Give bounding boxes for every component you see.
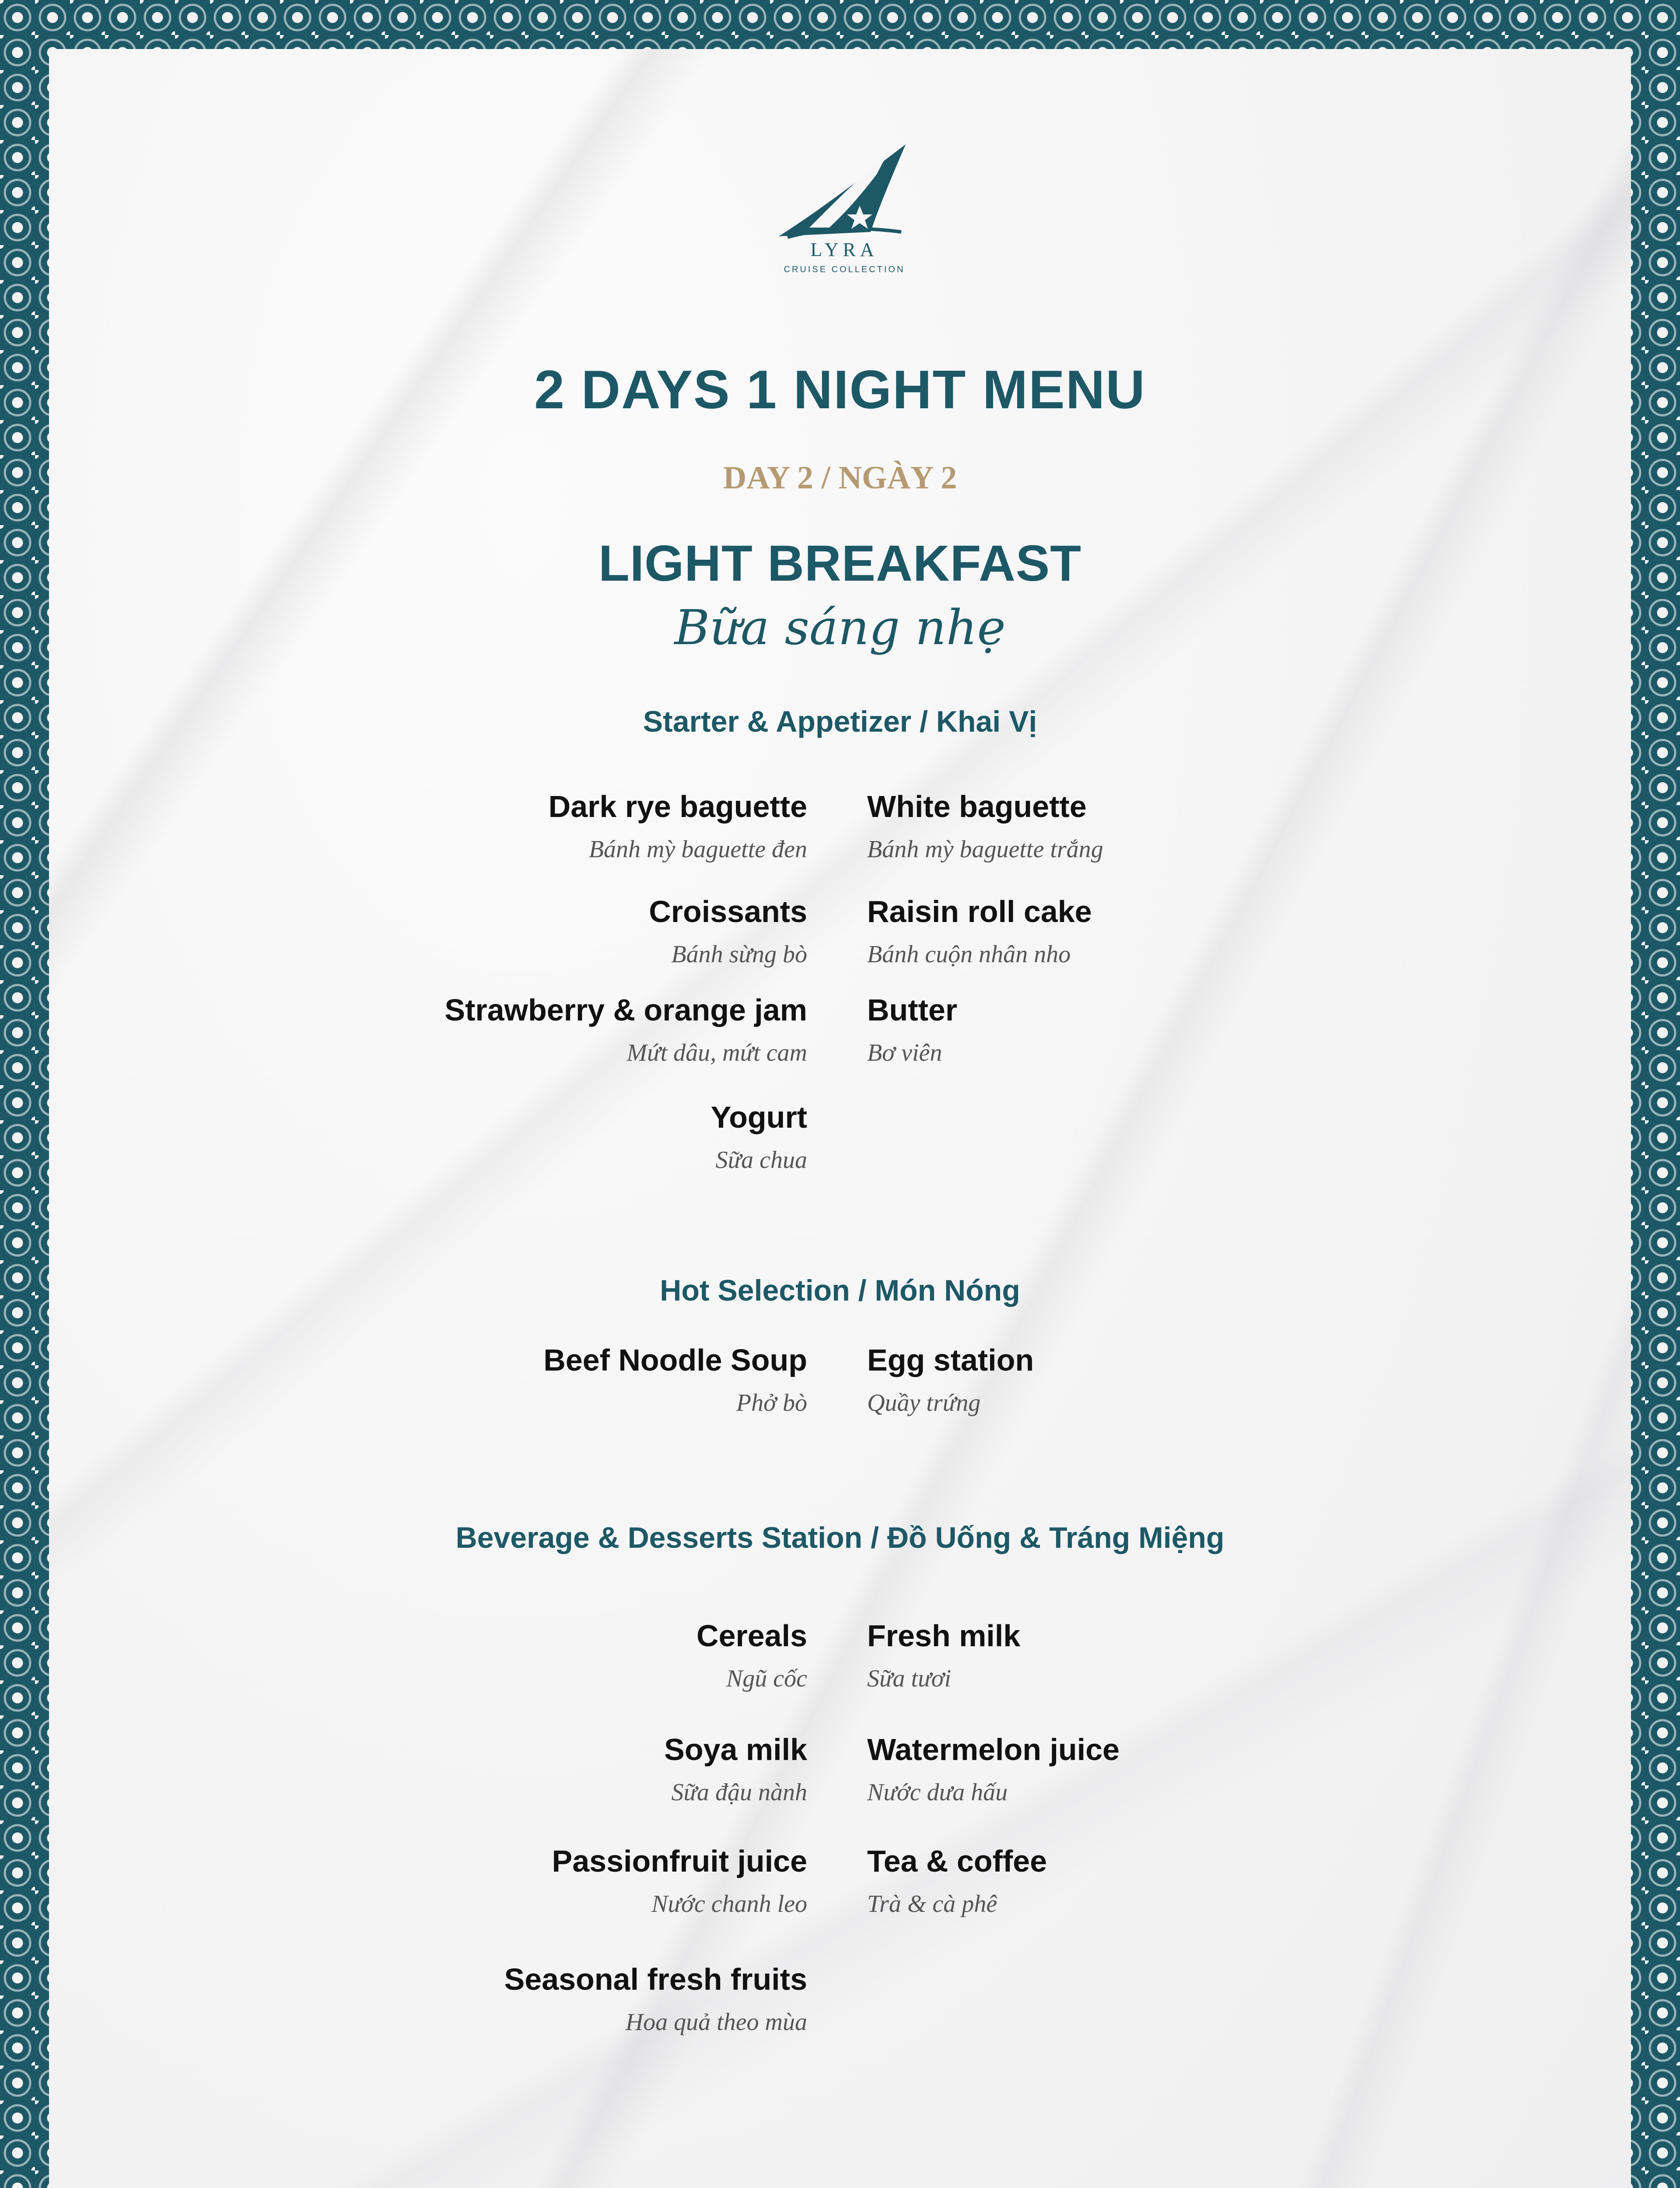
sail-icon — [761, 140, 928, 241]
menu-item — [867, 1339, 1034, 1425]
meal-title: LIGHT BREAKFAST — [598, 535, 1082, 592]
meal-title-vietnamese: Bữa sáng nhẹ — [674, 600, 1006, 656]
item-name-vietnamese: Sữa tươi — [867, 1665, 952, 1692]
menu-item — [867, 1615, 1020, 1701]
item-name-vietnamese: Hoa quả theo mùa — [625, 2009, 807, 2036]
item-name-vietnamese: Mứt dâu, mứt cam — [626, 1039, 807, 1066]
item-name: Passionfruit juice — [552, 1844, 807, 1878]
menu-item — [549, 785, 807, 871]
menu-item — [504, 1958, 807, 2044]
item-name: Raisin roll cake — [867, 894, 1092, 929]
menu-item — [552, 1840, 807, 1926]
item-name: Butter — [867, 993, 958, 1027]
item-name-vietnamese: Nước chanh leo — [651, 1890, 807, 1918]
item-name: Soya milk — [664, 1732, 807, 1767]
menu-item — [867, 1840, 1047, 1926]
menu-item — [664, 1729, 807, 1814]
item-name-vietnamese: Bánh sừng bò — [671, 941, 807, 968]
item-name-vietnamese: Bơ viên — [867, 1039, 942, 1066]
menu-item — [867, 785, 1103, 871]
section-title-starter: Starter & Appetizer / Khai Vị — [643, 705, 1037, 738]
item-name: Croissants — [649, 894, 807, 929]
menu-item — [867, 989, 957, 1075]
item-name-vietnamese: Bánh mỳ baguette đen — [588, 836, 807, 863]
menu-item — [867, 1729, 1120, 1814]
item-name-vietnamese: Bánh mỳ baguette trắng — [867, 836, 1103, 863]
item-name: Dark rye baguette — [548, 789, 807, 824]
menu-item — [444, 989, 807, 1075]
menu-item — [649, 891, 807, 976]
item-name: Strawberry & orange jam — [444, 993, 807, 1027]
item-name-vietnamese: Phở bò — [736, 1389, 807, 1417]
item-name-vietnamese: Bánh cuộn nhân nho — [867, 941, 1071, 968]
menu-title: 2 DAYS 1 NIGHT MENU — [534, 360, 1146, 420]
menu-item — [543, 1339, 807, 1425]
item-name-vietnamese: Quầy trứng — [867, 1389, 981, 1417]
item-name-vietnamese: Sữa chua — [715, 1147, 807, 1174]
menu-item — [867, 891, 1092, 976]
item-name-vietnamese: Trà & cà phê — [867, 1890, 998, 1918]
lyra-logo — [761, 140, 928, 284]
item-name: Egg station — [867, 1343, 1034, 1377]
item-name: Watermelon juice — [867, 1732, 1120, 1767]
item-name: Yogurt — [710, 1100, 807, 1134]
menu-item — [696, 1615, 807, 1701]
item-name: White baguette — [867, 789, 1087, 824]
item-name: Fresh milk — [867, 1619, 1021, 1653]
item-name: Beef Noodle Soup — [543, 1343, 807, 1377]
brand-name: LYRA — [810, 239, 878, 260]
item-name: Seasonal fresh fruits — [504, 1962, 807, 1996]
item-name-vietnamese: Sữa đậu nành — [671, 1779, 807, 1806]
menu-item — [711, 1096, 807, 1182]
item-name: Cereals — [696, 1619, 807, 1653]
item-name: Tea & coffee — [867, 1844, 1047, 1878]
section-title-hot: Hot Selection / Món Nóng — [660, 1274, 1020, 1307]
item-name-vietnamese: Nước dưa hấu — [867, 1779, 1008, 1806]
item-name-vietnamese: Ngũ cốc — [726, 1665, 807, 1692]
day-label: DAY 2 / NGÀY 2 — [723, 460, 957, 496]
brand-tagline: CRUISE COLLECTION — [784, 265, 905, 274]
section-title-beverage: Beverage & Desserts Station / Đồ Uống & Tráng Miệng — [455, 1521, 1225, 1554]
